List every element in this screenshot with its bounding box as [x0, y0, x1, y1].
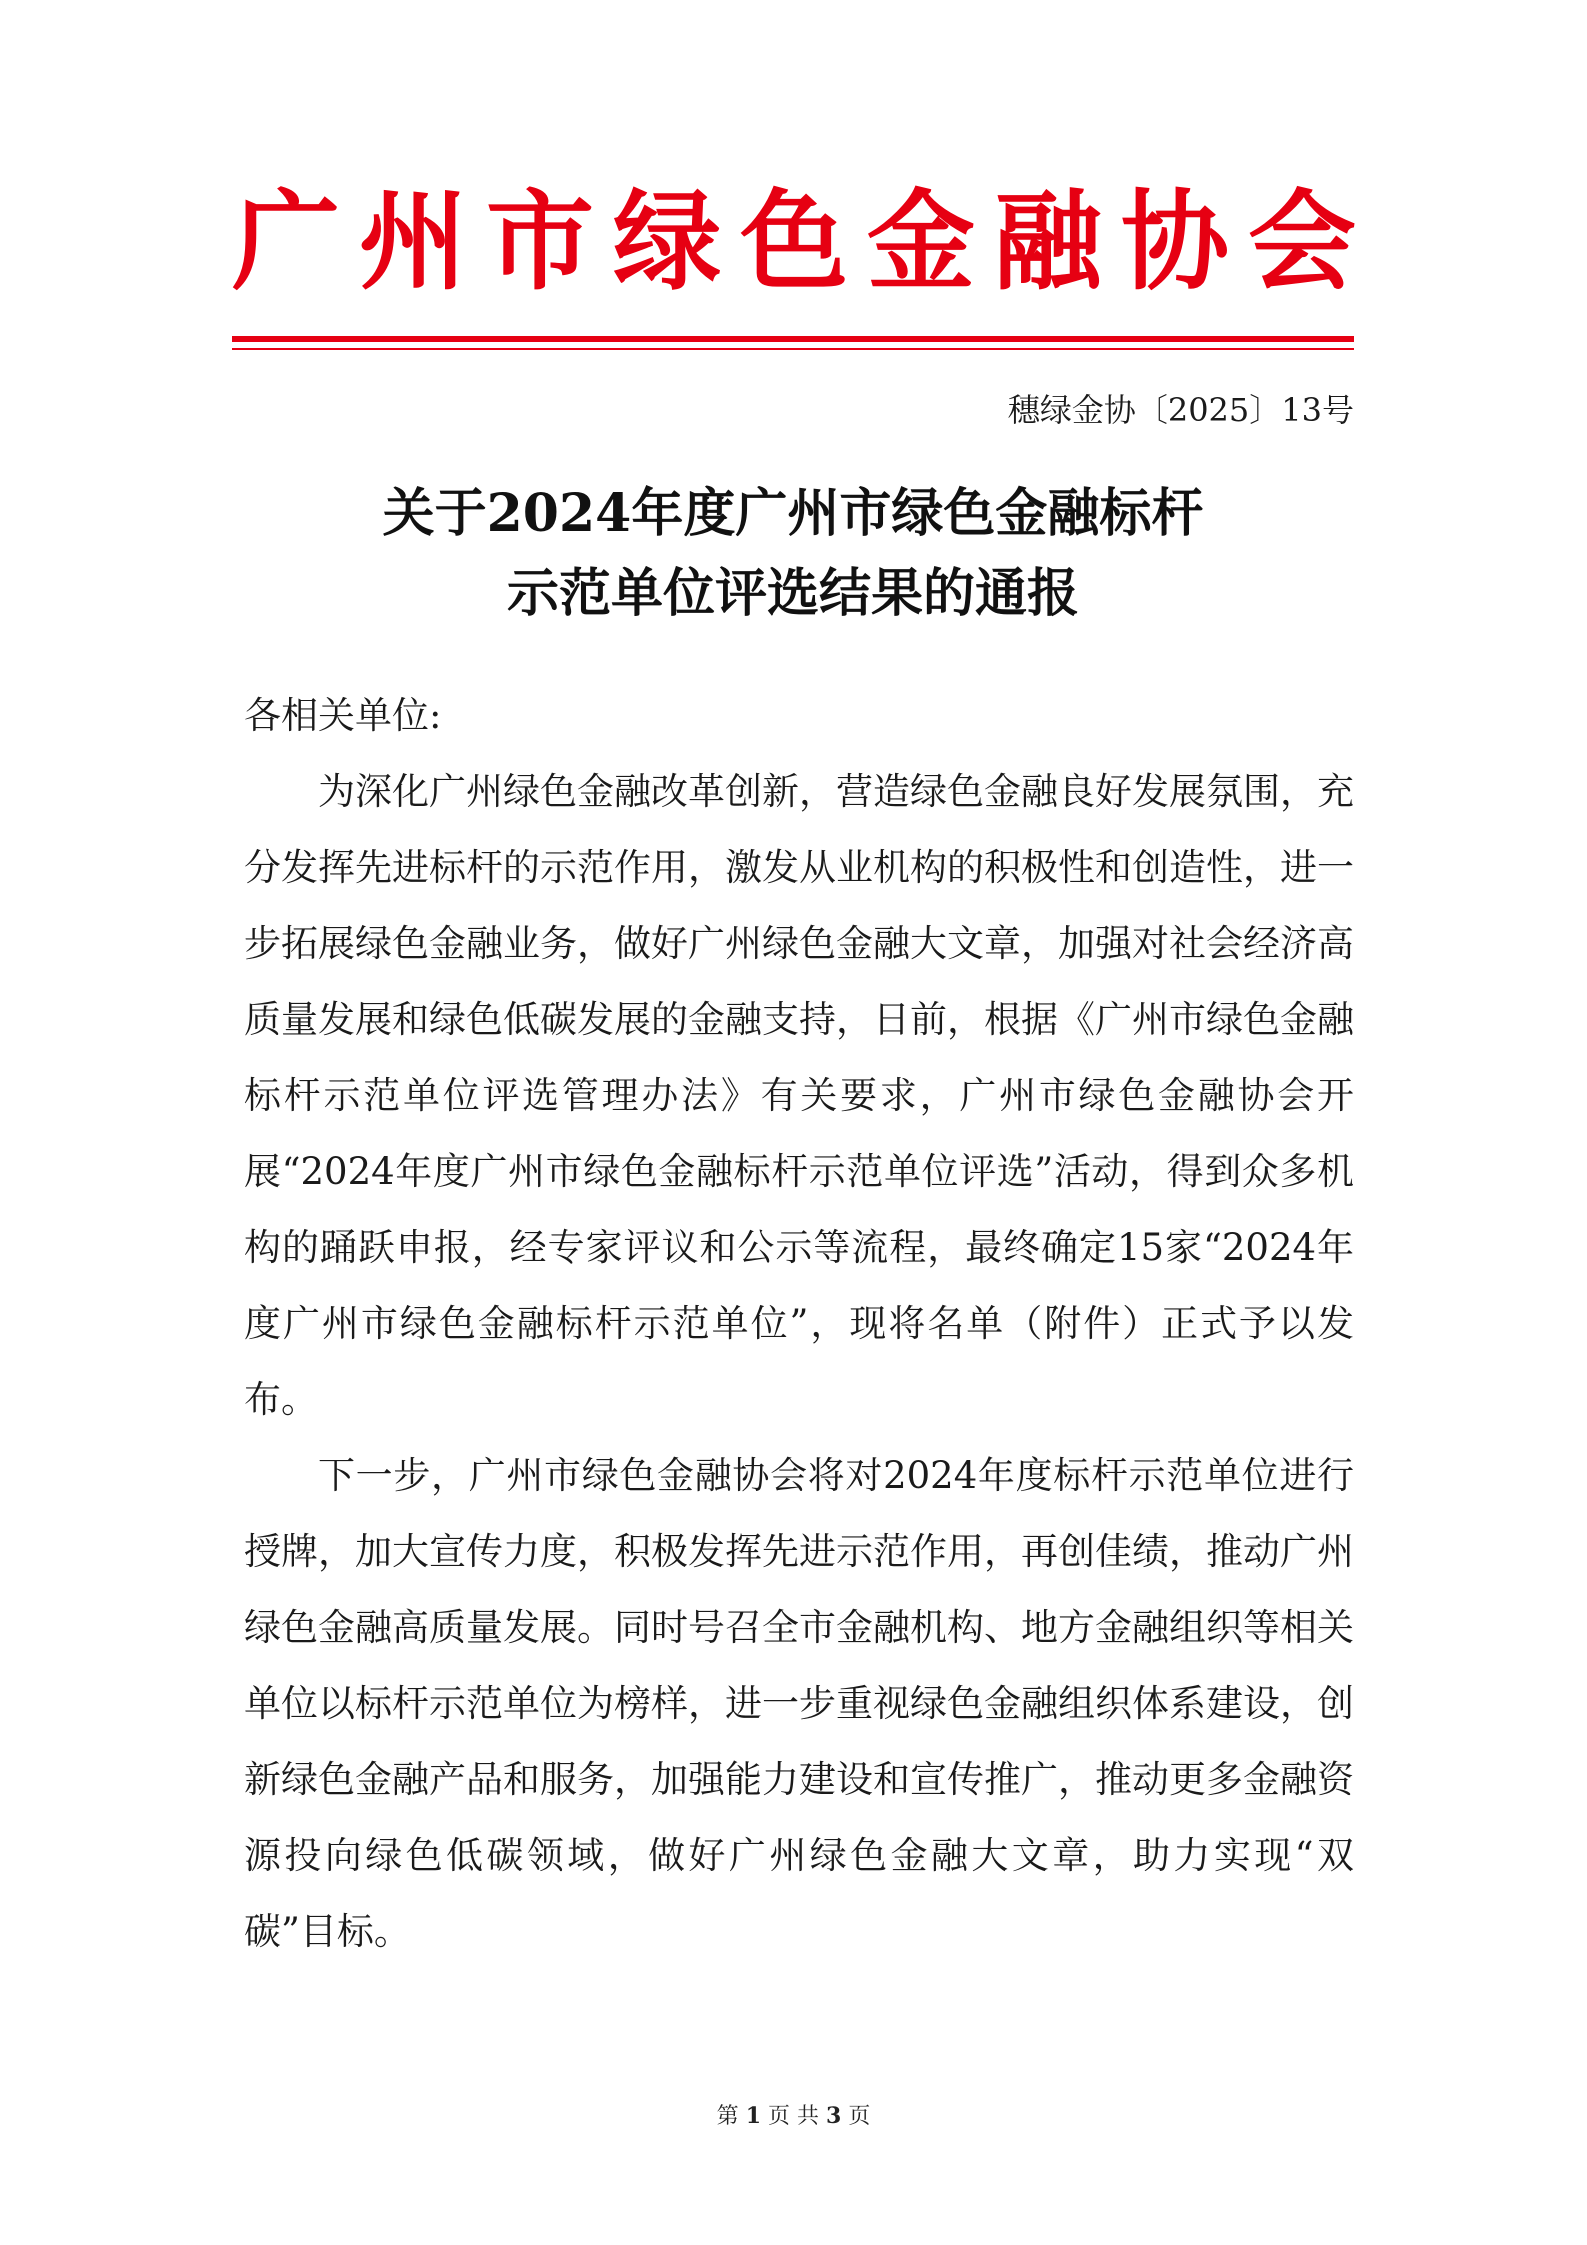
body-paragraph-1: 为深化广州绿色金融改革创新，营造绿色金融良好发展氛围，充分发挥先进标杆的示范作用，激发从业机构的积极性和创造性，进一步拓展绿色金融业务，做好广州绿色金融大文章，加强对社会经济高质量发展和绿色低碳发展的金融支持，日前，根据《广州市绿色金融标杆示范单位评选管理办法》有关要求，广州市绿色金融协会开展“2024年度广州市绿色金融标杆示范单位评选”活动，得到众多机构的踊跃申报，经专家评议和公示等流程，最终确定15家“2024年度广州市绿色金融标杆示范单位”，现将名单（附件）正式予以发布。: [244, 770, 1354, 1421]
document-title-line-1: 关于2024年度广州市绿色金融标杆: [382, 483, 1204, 544]
footer-suffix: 页: [848, 2104, 871, 2129]
document-title-line-2: 示范单位评选结果的通报: [506, 563, 1079, 624]
body-paragraph-2: 下一步，广州市绿色金融协会将对2024年度标杆示范单位进行授牌，加大宣传力度，积极发挥先进示范作用，再创佳绩，推动广州绿色金融高质量发展。同时号召全市金融机构、地方金融组织等相关单位以标杆示范单位为榜样，进一步重视绿色金融组织体系建设，创新绿色金融产品和服务，加强能力建设和宣传推广，推动更多金融资源投向绿色低碳领域，做好广州绿色金融大文章，助力实现“双碳”目标。: [244, 1454, 1354, 1953]
footer-current-page: 1: [745, 2103, 761, 2129]
masthead-divider-thick: [232, 336, 1354, 342]
footer-total-pages: 3: [826, 2103, 842, 2129]
page-number-footer: [0, 2096, 1587, 2137]
salutation: 各相关单位:: [244, 694, 442, 737]
organization-masthead: 广州市绿色金融协会: [232, 180, 1356, 305]
document-title: [232, 474, 1354, 634]
document-body: [244, 678, 1354, 1970]
document-number: 穗绿金协〔2025〕13号: [1007, 391, 1354, 429]
footer-middle: 页 共: [768, 2104, 819, 2129]
masthead-divider-thin: [232, 348, 1354, 350]
footer-prefix: 第: [716, 2104, 739, 2129]
